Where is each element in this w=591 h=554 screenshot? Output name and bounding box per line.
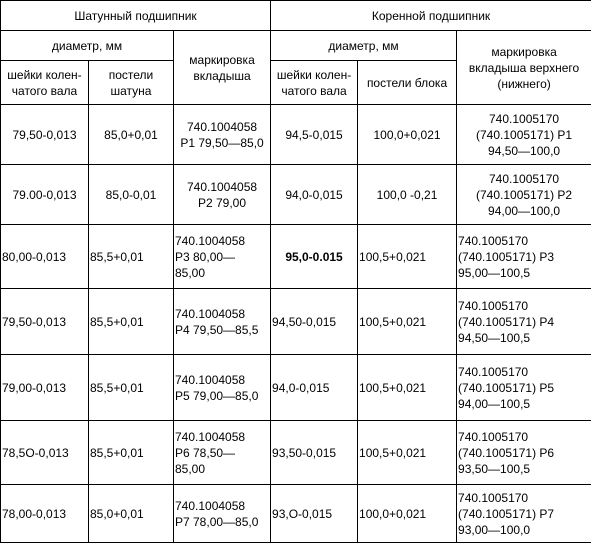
cell-liner-marking: 740.1004058 Р6 78,50— 85,00 <box>174 421 271 485</box>
cell-crankpin: 79,00-0,013 <box>1 355 89 421</box>
cell-crankpin: 79.00-0,013 <box>1 165 89 225</box>
cell-crankpin: 78,5О-0,013 <box>1 421 89 485</box>
header-row-2 <box>1 31 591 61</box>
cell-block-bore: 100,5+0,021 <box>358 225 457 289</box>
cell-rod-bore: 85,0+0,01 <box>89 485 174 543</box>
header-diameter-main: диаметр, мм <box>271 31 457 61</box>
header-connecting-rod-bearing: Шатунный подшипник <box>1 1 271 31</box>
cell-main-journal: 94,5-0,015 <box>271 105 358 165</box>
cell-block-bore: 100,5+0,021 <box>358 421 457 485</box>
cell-rod-bore: 85,5+0,01 <box>89 225 174 289</box>
cell-main-journal: 94,0-0,015 <box>271 355 358 421</box>
table-row <box>1 355 591 421</box>
cell-rod-bore: 85,5+0,01 <box>89 289 174 355</box>
cell-rod-bore: 85,0-0,01 <box>89 165 174 225</box>
table-row <box>1 105 591 165</box>
cell-crankpin: 78,00-0,013 <box>1 485 89 543</box>
header-main-bearing: Коренной подшипник <box>271 1 591 31</box>
cell-block-bore: 100,0+0,021 <box>358 485 457 543</box>
cell-block-bore: 100,5+0,021 <box>358 355 457 421</box>
cell-block-bore: 100,5+0,021 <box>358 289 457 355</box>
cell-liner-marking: 740.1004058 Р5 79,00—85,0 <box>174 355 271 421</box>
cell-main-liner-marking: 740.1005170 (740.1005171) Р2 94,00—100,0 <box>457 165 591 225</box>
cell-crankpin: 80,00-0,013 <box>1 225 89 289</box>
cell-main-journal: 93,О-0,015 <box>271 485 358 543</box>
cell-crankpin: 79,50-0,013 <box>1 289 89 355</box>
table-row <box>1 485 591 543</box>
cell-main-journal: 93,50-0,015 <box>271 421 358 485</box>
cell-main-journal: 94,0-0,015 <box>271 165 358 225</box>
header-liner-marking: маркировка вкладыша <box>174 31 271 105</box>
cell-block-bore: 100,0 -0,21 <box>358 165 457 225</box>
cell-block-bore: 100,0+0,021 <box>358 105 457 165</box>
cell-liner-marking: 740.1004058 Р3 80,00— 85,00 <box>174 225 271 289</box>
cell-rod-bore: 85,5+0,01 <box>89 421 174 485</box>
cell-main-liner-marking: 740.1005170 (740.1005171) Р7 93,00—100,0 <box>457 485 591 543</box>
header-upper-lower-marking: маркировка вкладыша верхнего (нижнего) <box>457 31 591 105</box>
cell-liner-marking: 740.1004058 Р7 78,00—85,0 <box>174 485 271 543</box>
table-row <box>1 421 591 485</box>
cell-crankpin: 79,50-0,013 <box>1 105 89 165</box>
cell-liner-marking: 740.1004058 Р2 79,00 <box>174 165 271 225</box>
header-main-journal: шейки колен- чатого вала <box>271 61 358 105</box>
cell-main-liner-marking: 740.1005170 (740.1005171) Р1 94,50—100,0 <box>457 105 591 165</box>
cell-main-liner-marking: 740.1005170 (740.1005171) Р5 94,00—100,5 <box>457 355 591 421</box>
cell-rod-bore: 85,5+0,01 <box>89 355 174 421</box>
header-diameter-rod: диаметр, мм <box>1 31 174 61</box>
header-block-bore: постели блока <box>358 61 457 105</box>
table-row <box>1 225 591 289</box>
header-row-1 <box>1 1 591 31</box>
cell-main-liner-marking: 740.1005170 (740.1005171) Р6 93,50—100,5 <box>457 421 591 485</box>
table-row <box>1 289 591 355</box>
header-crankpin: шейки колен- чатого вала <box>1 61 89 105</box>
table-row <box>1 165 591 225</box>
header-rod-bore: постели шатуна <box>89 61 174 105</box>
cell-main-journal: 94,50-0,015 <box>271 289 358 355</box>
cell-main-journal: 95,0-0.015 <box>271 225 358 289</box>
cell-main-liner-marking: 740.1005170 (740.1005171) Р4 94,50—100,5 <box>457 289 591 355</box>
cell-main-liner-marking: 740.1005170 (740.1005171) Р3 95,00—100,5 <box>457 225 591 289</box>
cell-liner-marking: 740.1004058 Р4 79,50—85,5 <box>174 289 271 355</box>
cell-liner-marking: 740.1004058 Р1 79,50—85,0 <box>174 105 271 165</box>
cell-rod-bore: 85,0+0,01 <box>89 105 174 165</box>
